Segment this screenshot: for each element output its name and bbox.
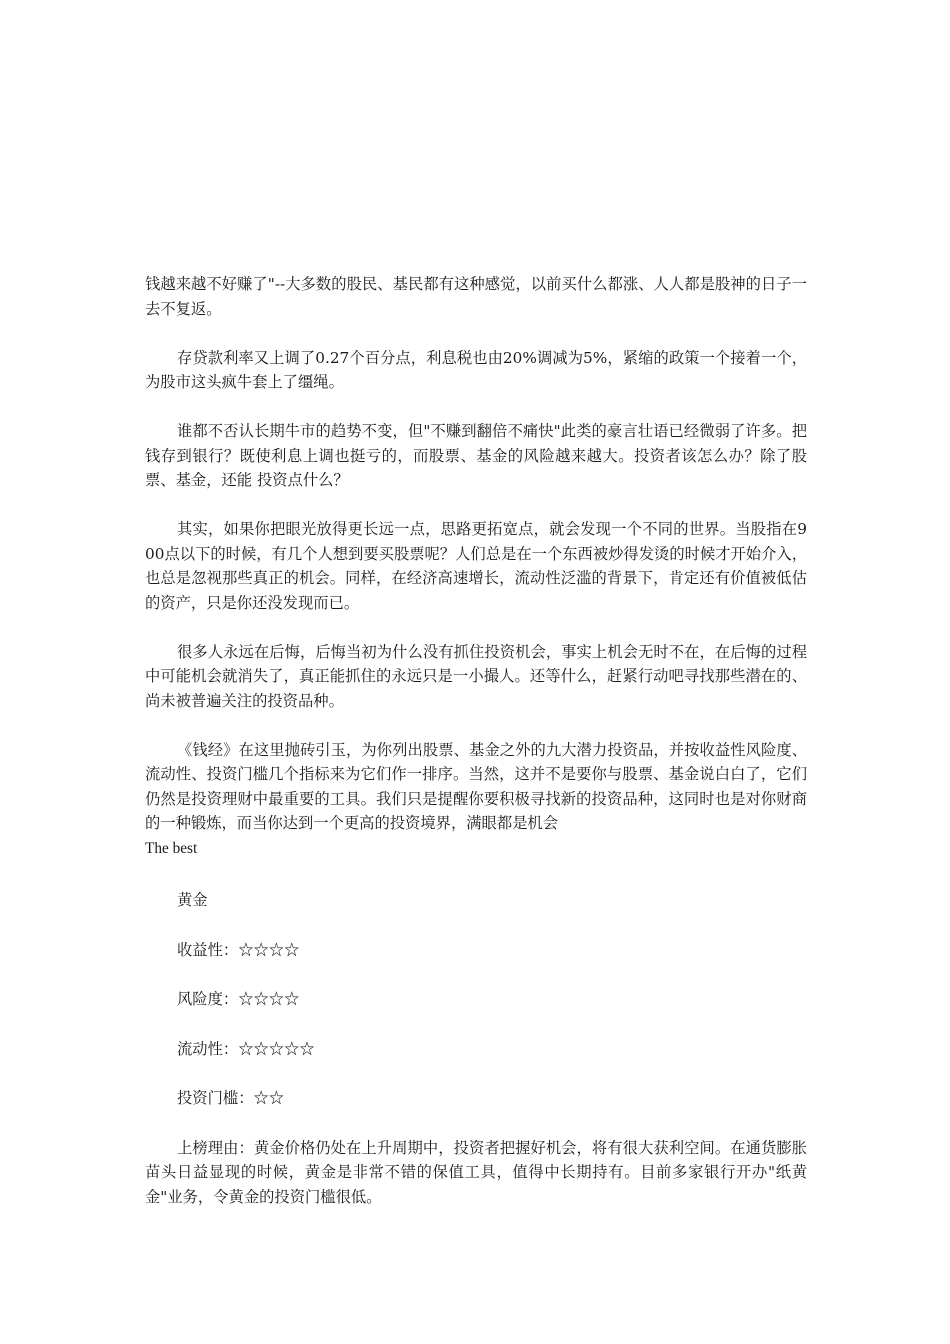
- paragraph-nine-investments: [145, 738, 807, 862]
- paragraph-regret: 很多人永远在后悔，后悔当初为什么没有抓住投资机会，事实上机会无时不在，在后悔的过程中可能机会就消失了，真正能抓住的永远只是一小撮人。还等什么，赶紧行动吧寻找那些潜在的、尚未被普遍关注的投资品种。: [145, 642, 807, 710]
- paragraph-interest-rate: 存贷款利率又上调了0.27个百分点，利息税也由20%调减为5%，紧缩的政策一个接着一个，为股市这头疯牛套上了缰绳。: [145, 348, 807, 391]
- rating-threshold: 投资门槛：☆☆: [177, 1089, 285, 1107]
- rating-liquidity: 流动性：☆☆☆☆☆: [177, 1039, 315, 1058]
- paragraph-long-view: 其实，如果你把眼光放得更长远一点，思路更拓宽点，就会发现一个不同的世界。当股指在900点以下的时候，有几个人想到要买股票呢？人们总是在一个东西被炒得发烫的时候才开始介入，也总是忽视那些真正的机会。同样，在经济高速增长，流动性泛滥的背景下，肯定还有价值被低估的资产，只是你还没发现而已。: [145, 520, 807, 612]
- rating-yield: 收益性：☆☆☆☆: [177, 940, 300, 959]
- paragraph-intro: 钱越来越不好赚了"--大多数的股民、基民都有这种感觉，以前买什么都涨、人人都是股神的日子一去不复返。: [145, 275, 807, 318]
- paragraph-tail-text: The best: [145, 839, 198, 857]
- paragraph-reason: 上榜理由：黄金价格仍处在上升周期中，投资者把握好机会，将有很大获利空间。在通货膨胀苗头日益显现的时候，黄金是非常不错的保值工具，值得中长期持有。目前多家银行开办"纸黄金"业务，令黄金的投资门槛很低。: [145, 1138, 807, 1206]
- paragraph-nine-investments-text: 《钱经》在这里抛砖引玉，为你列出股票、基金之外的九大潜力投资品，并按收益性风险度、流动性、投资门槛几个指标来为它们作一排序。当然，这并不是要你与股票、基金说白白了，它们仍然是投资理财中最重要的工具。我们只是提醒你要积极寻找新的投资品种，这同时也是对你财商的一种锻炼，而当你达到一个更高的投资境界，满眼都是机会: [145, 740, 807, 832]
- paragraph-bull-market: 谁都不否认长期牛市的趋势不变，但"不赚到翻倍不痛快"此类的豪言壮语已经微弱了许多。把钱存到银行？既使利息上调也挺亏的，而股票、基金的风险越来越大。投资者该怎么办？除了股票、基金，还能 投资点什么？: [145, 422, 807, 489]
- item-title: 黄金: [177, 891, 208, 909]
- rating-risk: 风险度：☆☆☆☆: [177, 990, 300, 1008]
- document-body: [145, 272, 807, 1209]
